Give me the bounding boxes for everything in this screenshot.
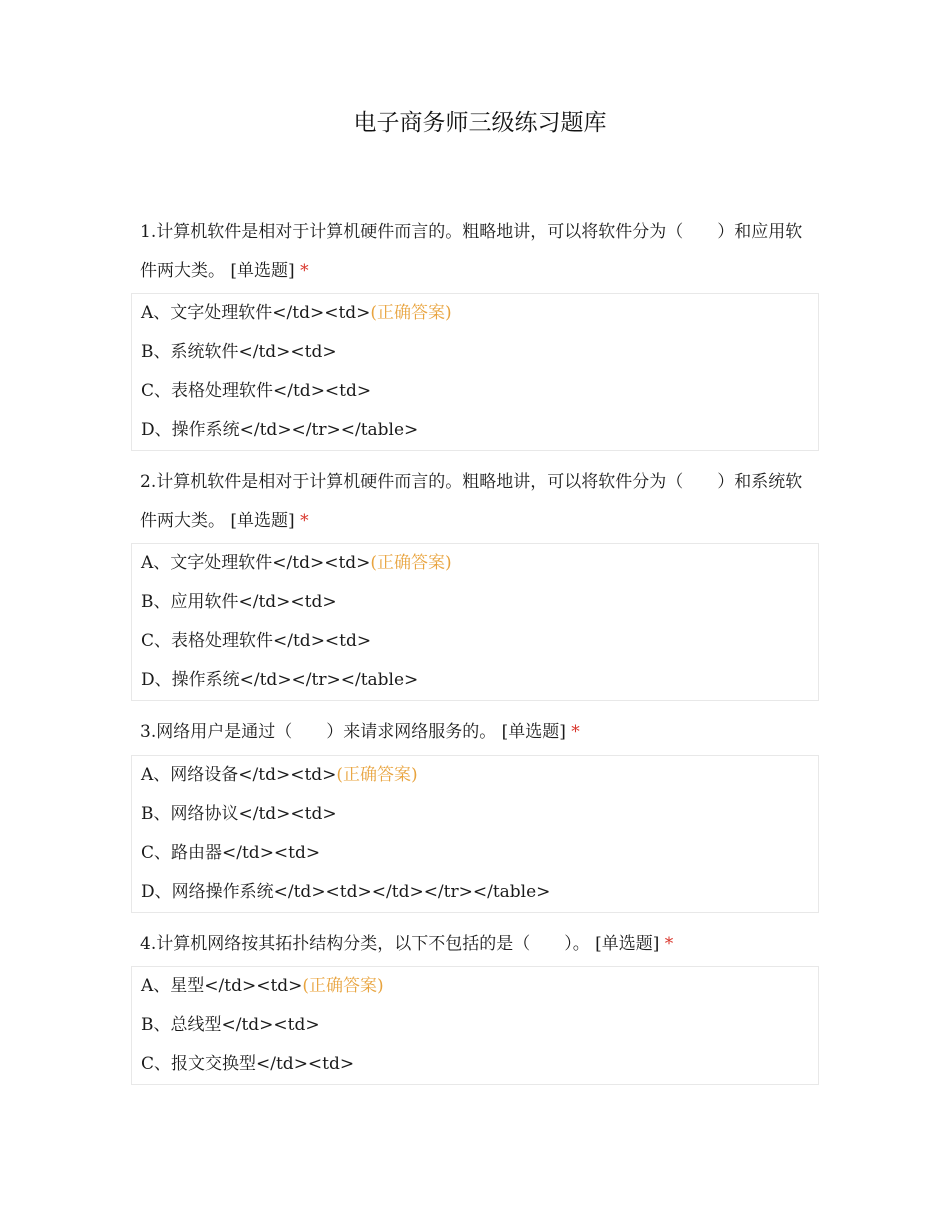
- option-a[interactable]: [132, 544, 818, 583]
- correct-answer-tag: (正确答案): [370, 553, 452, 573]
- required-mark: *: [664, 933, 674, 954]
- option-b[interactable]: [132, 1006, 818, 1045]
- option-text: B、系统软件</td><td>: [141, 342, 337, 362]
- question-text: 4.计算机网络按其拓扑结构分类，以下不包括的是（ ）。 [单选题]: [140, 933, 660, 954]
- correct-answer-tag: (正确答案): [302, 976, 384, 996]
- option-a[interactable]: [132, 294, 818, 333]
- required-mark: *: [571, 722, 580, 742]
- option-list: [131, 293, 819, 451]
- option-text: D、操作系统</td></tr></table>: [141, 420, 419, 440]
- option-a[interactable]: [132, 756, 818, 795]
- question-text: 2.计算机软件是相对于计算机硬件而言的。粗略地讲，可以将软件分为（ ）和系统软件两大类。 [单选题]: [140, 472, 803, 531]
- option-text: C、表格处理软件</td><td>: [141, 381, 372, 401]
- option-text: B、应用软件</td><td>: [141, 592, 337, 612]
- question-3: [131, 713, 819, 913]
- option-text: B、总线型</td><td>: [141, 1015, 320, 1035]
- option-text: D、操作系统</td></tr></table>: [141, 670, 419, 690]
- question-1: [131, 213, 819, 451]
- option-text: C、报文交换型</td><td>: [141, 1054, 355, 1074]
- question-2: [131, 463, 819, 701]
- question-list: [131, 213, 819, 1097]
- option-text: C、表格处理软件</td><td>: [141, 631, 372, 651]
- option-text: C、路由器</td><td>: [141, 842, 321, 863]
- option-b[interactable]: [132, 583, 818, 622]
- page-title: 电子商务师三级练习题库: [353, 110, 607, 137]
- option-d[interactable]: [132, 661, 818, 700]
- required-mark: *: [300, 510, 309, 531]
- option-a[interactable]: [132, 967, 818, 1006]
- option-b[interactable]: [132, 795, 818, 834]
- option-list: [131, 755, 819, 913]
- option-text: A、星型</td><td>: [141, 976, 303, 996]
- question-stem: [131, 713, 819, 752]
- option-d[interactable]: [132, 411, 818, 450]
- question-text: 3.网络用户是通过（ ）来请求网络服务的。 [单选题]: [140, 722, 566, 742]
- option-d[interactable]: [132, 873, 818, 912]
- required-mark: *: [300, 260, 309, 281]
- option-list: [131, 966, 819, 1085]
- option-list: [131, 543, 819, 701]
- option-c[interactable]: [132, 372, 818, 411]
- question-stem: [131, 213, 819, 290]
- question-text: 1.计算机软件是相对于计算机硬件而言的。粗略地讲，可以将软件分为（ ）和应用软件两大类。 [单选题]: [140, 222, 803, 281]
- correct-answer-tag: (正确答案): [370, 303, 452, 323]
- option-text: D、网络操作系统</td><td></td></tr></table>: [141, 881, 551, 902]
- question-stem: [131, 925, 819, 964]
- question-stem: [131, 463, 819, 540]
- option-text: A、网络设备</td><td>: [141, 764, 337, 785]
- question-4: [131, 925, 819, 1086]
- option-b[interactable]: [132, 333, 818, 372]
- option-c[interactable]: [132, 622, 818, 661]
- correct-answer-tag: (正确答案): [336, 764, 418, 785]
- option-text: A、文字处理软件</td><td>: [141, 553, 371, 573]
- option-c[interactable]: [132, 1045, 818, 1084]
- option-text: A、文字处理软件</td><td>: [141, 303, 371, 323]
- option-text: B、网络协议</td><td>: [141, 803, 337, 824]
- option-c[interactable]: [132, 834, 818, 873]
